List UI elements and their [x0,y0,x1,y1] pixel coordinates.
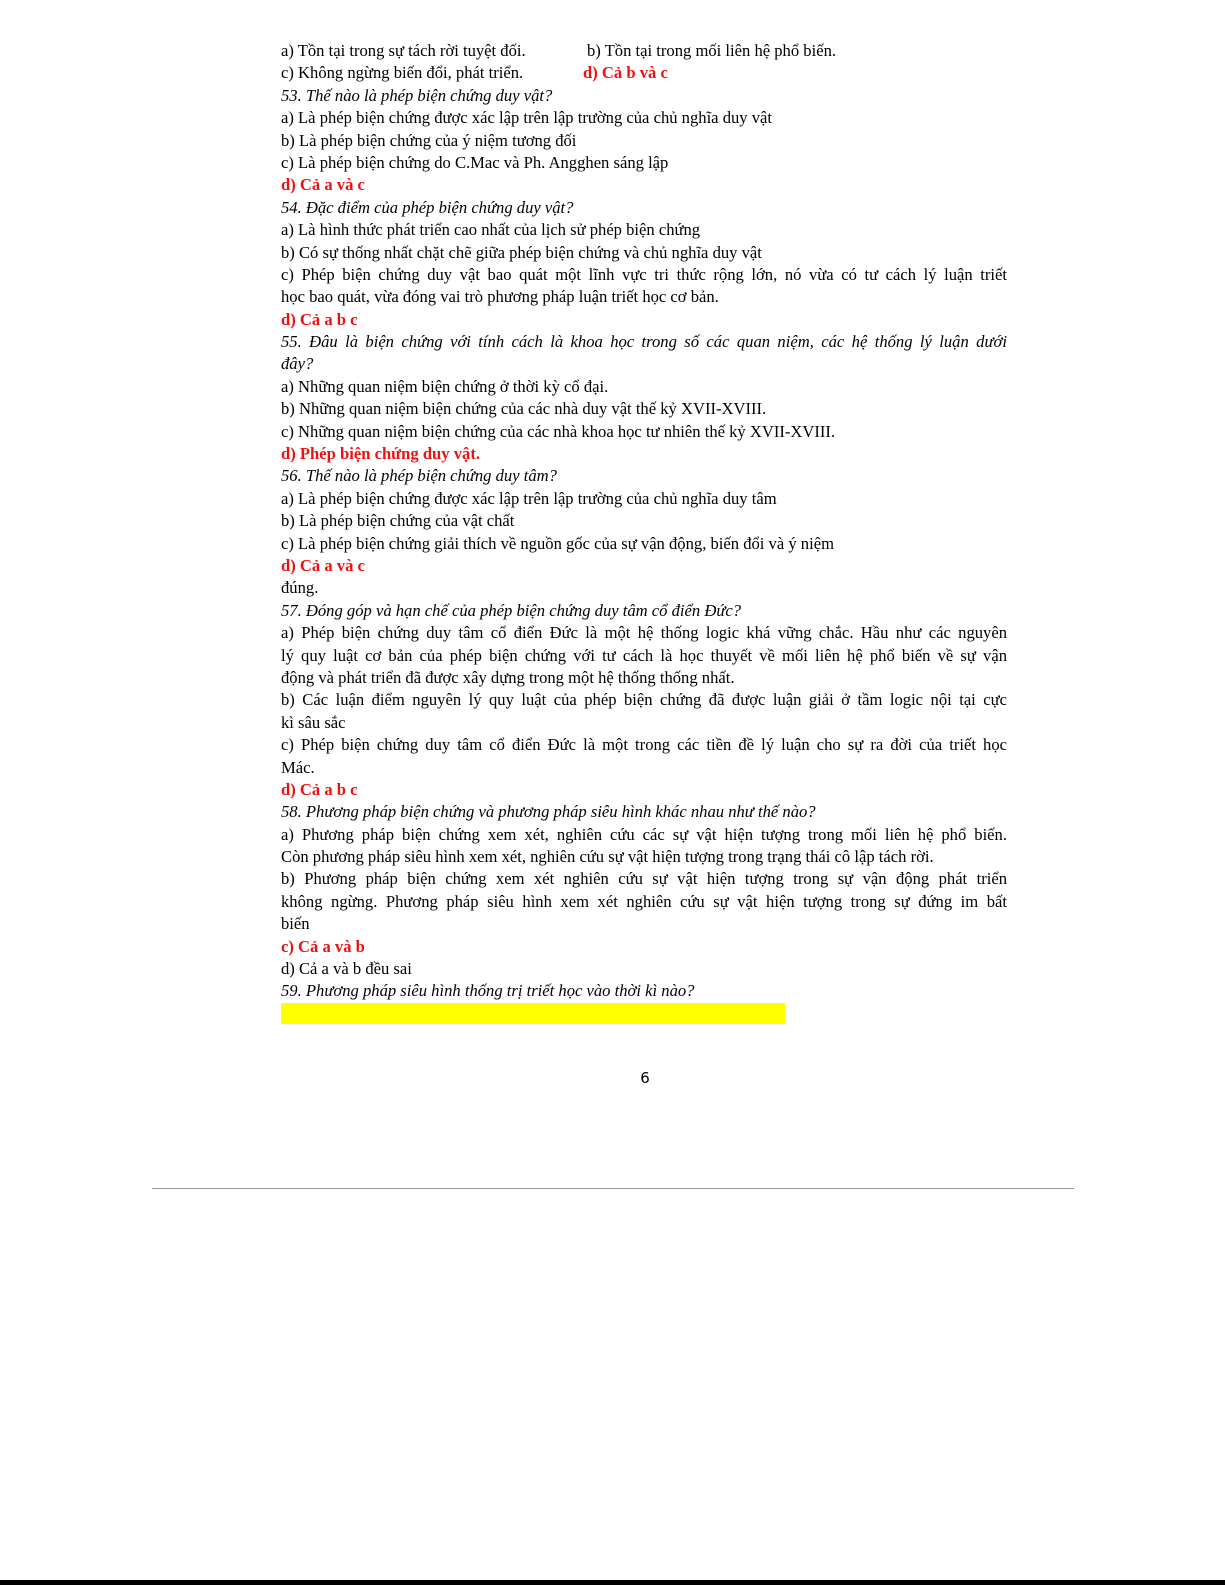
document-body [281,40,1007,1024]
q52-option-a: a) Tồn tại trong sự tách rời tuyệt đối. [281,41,526,60]
q53-answer: d) Cả a và c [281,175,365,195]
q53-option-b: b) Là phép biện chứng của ý niệm tương đối [281,130,577,150]
q55-option-a: a) Những quan niệm biện chứng ở thời kỳ cổ đại. [281,376,609,396]
q52-option-b: b) Tồn tại trong mối liên hệ phổ biến. [587,41,837,60]
q53-option-c: c) Là phép biện chứng do C.Mac và Ph. Angghen sáng lập [281,152,669,172]
q52-option-c: c) Không ngừng biến đổi, phát triển. [281,63,524,83]
q58-option-b-line-1: b) Phương pháp biện chứng xem xét nghiên cứu sự vật hiện tượng trong sự vận động phát triển [281,869,1007,889]
q58-option-a-line-2: Còn phương pháp siêu hình xem xét, nghiên cứu sự vật hiện tượng trong trạng thái cô lập tách rời. [281,847,934,867]
q54-option-c-line-1: c) Phép biện chứng duy vật bao quát một lĩnh vực tri thức rộng lớn, nó vừa có tư cách lý luận triết [281,264,1007,284]
q55-option-b: b) Những quan niệm biện chứng của các nhà duy vật thế kỷ XVII-XVIII. [281,399,767,419]
q57-answer: d) Cả a b c [281,779,358,799]
q55-answer: d) Phép biện chứng duy vật. [281,444,480,464]
q57-option-a-line-3: động và phát triển đã được xây dựng trong một hệ thống thống nhất. [281,667,735,687]
q56-option-a: a) Là phép biện chứng được xác lập trên lập trường của chủ nghĩa duy tâm [281,488,777,508]
q52-row-1 [281,40,1007,62]
q57-option-a-line-1: a) Phép biện chứng duy tâm cổ điển Đức là một hệ thống logic khá vững chắc. Hầu như các nguyên [281,623,1007,643]
page-divider [152,1188,1074,1189]
q57-option-b-line-1: b) Các luận điểm nguyên lý quy luật của phép biện chứng đã được luận giải ở tầm logic nội tại cực [281,690,1007,710]
yellow-highlight [281,1003,785,1024]
q54-question: 54. Đặc điểm của phép biện chứng duy vật? [281,197,574,217]
q55-option-c: c) Những quan niệm biện chứng của các nhà khoa học tư nhiên thế kỷ XVII-XVIII. [281,421,836,441]
q57-option-a-line-2: lý quy luật cơ bản của phép biện chứng với tư cách là học thuyết về mối liên hệ phổ biến về sự vận [281,645,1007,665]
q56-answer: d) Cả a và c [281,555,365,575]
q56-option-c: c) Là phép biện chứng giải thích về nguồn gốc của sự vận động, biến đổi và ý niệm [281,533,834,553]
q57-option-c-line-1: c) Phép biện chứng duy tâm cổ điển Đức là một trong các tiền đề lý luận cho sự ra đời của triết học [281,735,1007,755]
q52-row-2 [281,62,1007,84]
q55-question-line-2: đây? [281,354,314,374]
q59-question: 59. Phương pháp siêu hình thống trị triết học vào thời kì nào? [281,981,695,1001]
q57-option-c-line-2: Mác. [281,757,315,777]
q56-extra-text: đúng. [281,578,319,598]
q54-answer: d) Cả a b c [281,309,358,329]
q58-option-b-line-3: biến [281,914,310,934]
q54-option-c-line-2: học bao quát, vừa đóng vai trò phương pháp luận triết học cơ bản. [281,287,719,307]
q54-option-b: b) Có sự thống nhất chặt chẽ giữa phép biện chứng và chủ nghĩa duy vật [281,242,762,262]
page-number: 6 [640,1069,650,1087]
q54-option-a: a) Là hình thức phát triển cao nhất của lịch sử phép biện chứng [281,220,701,240]
q53-option-a: a) Là phép biện chứng được xác lập trên lập trường của chủ nghĩa duy vật [281,108,773,128]
q58-option-a-line-1: a) Phương pháp biện chứng xem xét, nghiên cứu các sự vật hiện tượng trong mối liên hệ phổ biến. [281,824,1007,844]
q58-answer: c) Cả a và b [281,936,365,956]
q57-question: 57. Đóng góp và hạn chế của phép biện chứng duy tâm cổ điển Đức? [281,600,742,620]
q56-option-b: b) Là phép biện chứng của vật chất [281,511,515,531]
q52-answer: d) Cả b và c [583,63,668,83]
q58-question: 58. Phương pháp biện chứng và phương pháp siêu hình khác nhau như thế nào? [281,802,816,822]
q58-option-b-line-2: không ngừng. Phương pháp siêu hình xem xét nghiên cứu sự vật hiện tượng trong sự đứng im bất [281,891,1007,911]
bottom-edge-bar [0,1580,1225,1585]
q56-question: 56. Thế nào là phép biện chứng duy tâm? [281,466,557,486]
q53-question: 53. Thế nào là phép biện chứng duy vật? [281,85,553,105]
q55-question-line-1: 55. Đâu là biện chứng với tính cách là khoa học trong số các quan niệm, các hệ thống lý luận dưới [281,332,1007,352]
q57-option-b-line-2: kì sâu sắc [281,712,346,732]
q58-option-d: d) Cả a và b đều sai [281,959,412,979]
